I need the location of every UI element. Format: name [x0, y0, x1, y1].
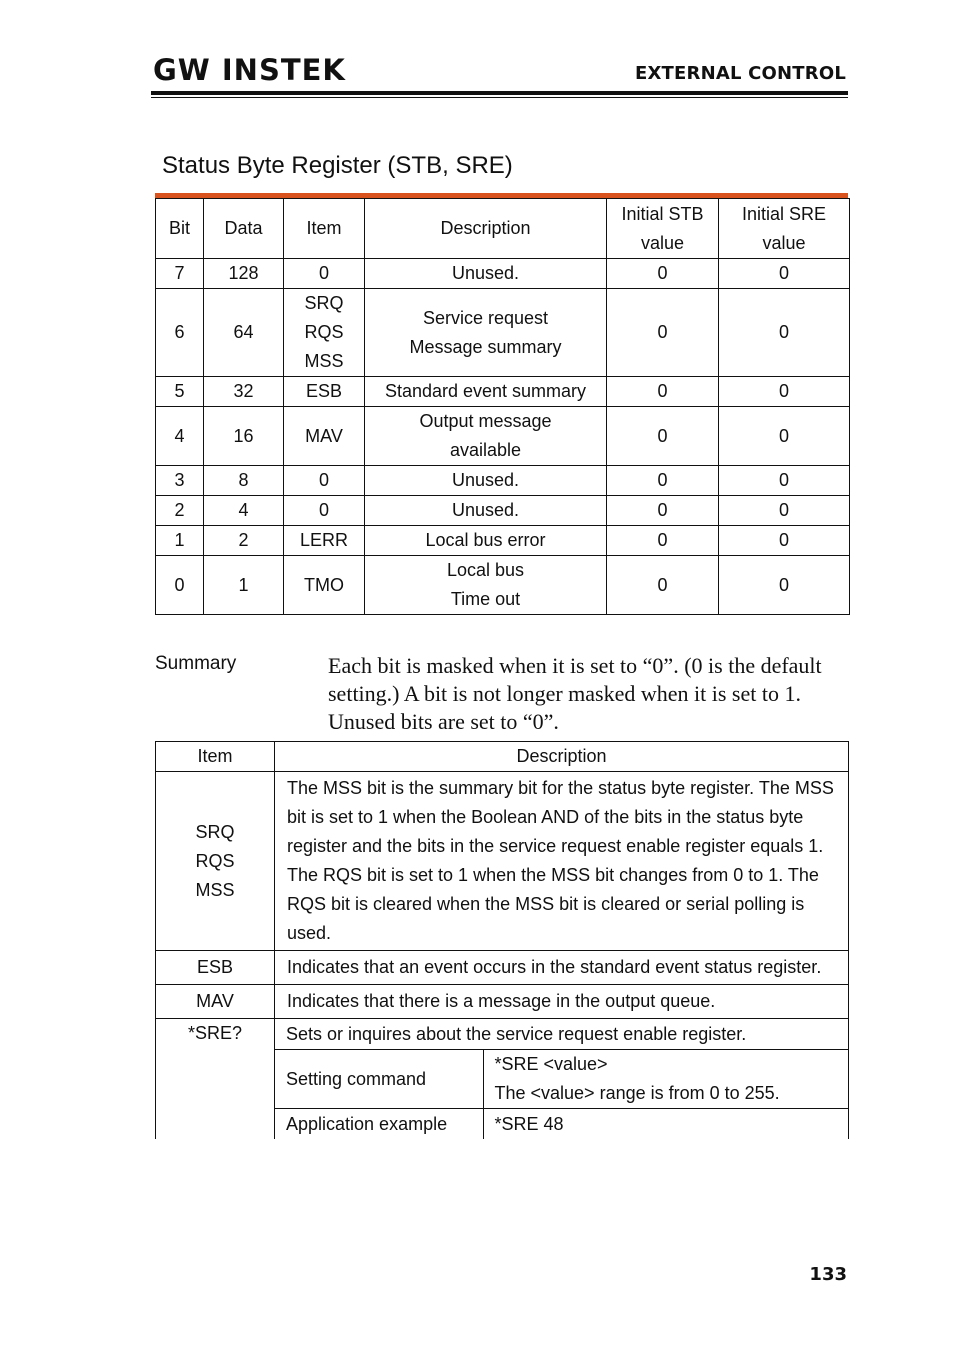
table-row [275, 1109, 848, 1140]
data-cell: 64 [204, 289, 284, 377]
table-row [156, 951, 849, 985]
sre-cell: 0 [719, 289, 850, 377]
item-cell: LERR [284, 526, 365, 556]
data-cell: 4 [204, 496, 284, 526]
bit-cell: 0 [156, 556, 204, 615]
summary-label: Summary [155, 653, 237, 674]
summary-text: Each bit is masked when it is set to “0”. (0 is the default setting.) A bit is not longer masked when it is set to 1. Unused bits are set to “0”. [328, 653, 822, 734]
bit-cell: 4 [156, 407, 204, 466]
item-cell: ESB [284, 377, 365, 407]
stb-cell: 0 [607, 407, 719, 466]
sre-cell: 0 [719, 377, 850, 407]
table-header-row [156, 742, 849, 772]
stb-cell: 0 [607, 466, 719, 496]
item-cell: 0 [284, 259, 365, 289]
bit-cell: 3 [156, 466, 204, 496]
header-item: Item [284, 199, 365, 259]
bit-cell: 1 [156, 526, 204, 556]
sre-command-table [275, 1019, 848, 1139]
header-initial-sre: Initial SRE value [719, 199, 850, 259]
description-cell: Local bus Time out [365, 556, 607, 615]
sre-cell: 0 [719, 526, 850, 556]
application-example-value: *SRE 48 [483, 1109, 848, 1140]
stb-cell: 0 [607, 377, 719, 407]
item-cell: *SRE? [156, 1019, 275, 1140]
data-cell: 8 [204, 466, 284, 496]
item-cell: SRQ RQS MSS [156, 772, 275, 951]
bit-cell: 2 [156, 496, 204, 526]
description-cell: Unused. [365, 496, 607, 526]
table-row [156, 526, 850, 556]
header-description: Description [275, 742, 849, 772]
sre-cell: 0 [719, 466, 850, 496]
bit-cell: 5 [156, 377, 204, 407]
sre-description: Sets or inquires about the service request enable register. [286, 1024, 747, 1044]
data-cell: 2 [204, 526, 284, 556]
sre-cell: 0 [719, 259, 850, 289]
stb-cell: 0 [607, 259, 719, 289]
header-data: Data [204, 199, 284, 259]
table-row [156, 466, 850, 496]
sre-cell: 0 [719, 496, 850, 526]
header-initial-stb: Initial STB value [607, 199, 719, 259]
stb-cell: 0 [607, 556, 719, 615]
item-cell: SRQ RQS MSS [284, 289, 365, 377]
description-cell: Local bus error [365, 526, 607, 556]
table-row [156, 496, 850, 526]
description-cell: Output message available [365, 407, 607, 466]
table-row [275, 1019, 848, 1050]
sre-cell: 0 [719, 556, 850, 615]
description-cell: Indicates that an event occurs in the standard event status register. [275, 951, 849, 985]
bit-cell: 7 [156, 259, 204, 289]
stb-cell: 0 [607, 496, 719, 526]
data-cell: 32 [204, 377, 284, 407]
setting-command-label: Setting command [275, 1050, 483, 1109]
stb-cell: 0 [607, 526, 719, 556]
header-item: Item [156, 742, 275, 772]
table-row [156, 772, 849, 951]
data-cell: 16 [204, 407, 284, 466]
status-byte-table [155, 198, 850, 615]
description-cell: The MSS bit is the summary bit for the status byte register. The MSS bit is set to 1 when the Boolean AND of the bits in the status byte register and the bits in the service request enable register equals 1. The RQS bit is set to 1 when the MSS bit changes from 0 to 1. The RQS bit is cleared when the MSS bit is cleared or serial polling is used. [275, 772, 849, 951]
description-cell: Unused. [365, 259, 607, 289]
page-number: 133 [809, 1264, 847, 1285]
item-cell: MAV [284, 407, 365, 466]
data-cell: 1 [204, 556, 284, 615]
setting-command-value: *SRE <value> The <value> range is from 0 to 255. [483, 1050, 848, 1109]
header-description: Description [365, 199, 607, 259]
description-cell: Standard event summary [365, 377, 607, 407]
item-cell: MAV [156, 985, 275, 1019]
brand-logo: GW INSTEK [153, 53, 346, 87]
stb-cell: 0 [607, 289, 719, 377]
header-bit: Bit [156, 199, 204, 259]
table-row [156, 377, 850, 407]
table-row [275, 1050, 848, 1109]
sre-cell: 0 [719, 407, 850, 466]
table-row [156, 407, 850, 466]
sre-command-block [275, 1019, 849, 1140]
data-cell: 128 [204, 259, 284, 289]
table-row [156, 556, 850, 615]
table-row [156, 259, 850, 289]
application-example-label: Application example [275, 1109, 483, 1140]
bit-cell: 6 [156, 289, 204, 377]
header-rule [151, 91, 848, 98]
description-cell: Unused. [365, 466, 607, 496]
table-row [156, 289, 850, 377]
page-title: Status Byte Register (STB, SRE) [162, 152, 513, 179]
item-description-table [155, 741, 849, 1139]
table-row [156, 1019, 849, 1140]
item-cell: ESB [156, 951, 275, 985]
item-cell: TMO [284, 556, 365, 615]
description-cell: Service request Message summary [365, 289, 607, 377]
description-cell: Indicates that there is a message in the output queue. [275, 985, 849, 1019]
item-cell: 0 [284, 466, 365, 496]
item-cell: 0 [284, 496, 365, 526]
table-header-row [156, 199, 850, 259]
table-row [156, 985, 849, 1019]
section-label: EXTERNAL CONTROL [634, 63, 846, 84]
